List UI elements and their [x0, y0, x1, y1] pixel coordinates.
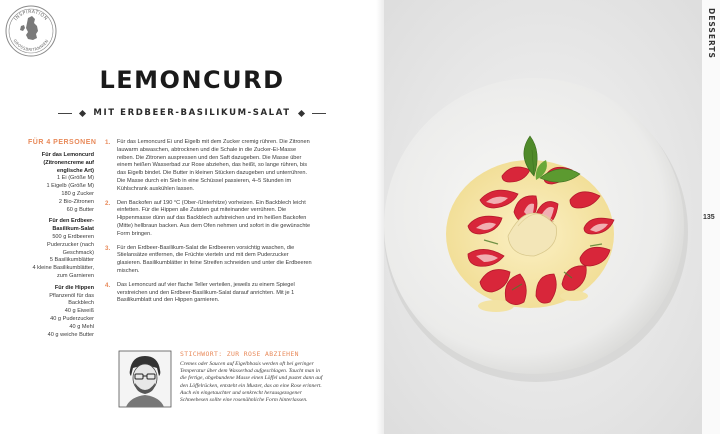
- ingredient-item: 1 Ei (Größe M): [57, 175, 94, 182]
- step-text: Das Lemoncurd auf vier flache Teller verteilen, jeweils zu einem Spiegel verstreichen und den Erdbeer-Basilikum-Salat darauf anrichten. Mit je 1 Basilikumblatt und den Hippen garnieren.: [117, 281, 295, 304]
- recipe-step: [105, 282, 313, 305]
- tip-box: [180, 350, 326, 404]
- step-text: Den Backofen auf 190 °C (Ober-/Unterhitze) vorheizen. Ein Backblech leicht einfetten. Für die Hippen alle Zutaten gut miteinander verrühren. Die Hippenmasse dünn auf das Backblech aufstreichen und im heißen Backofen (Mitte) hellbraun backen. Aus dem Ofen nehmen und sofort in die gewünschte Form bringen.: [117, 199, 311, 237]
- ingredients-list: [28, 138, 97, 343]
- ingredient-item: 40 g Eiweiß: [64, 308, 94, 315]
- ingredient-item: 40 g Mehl: [69, 323, 94, 330]
- ingredient-item: 40 g weiche Butter: [47, 331, 94, 338]
- ingredient-item: 180 g Zucker: [61, 190, 94, 197]
- ingredient-item: 4 kleine Basilikumblätter, zum Garnieren: [32, 265, 94, 279]
- step-number: 3.: [105, 244, 111, 252]
- divider-line-left: [58, 113, 72, 114]
- subtitle-row: [58, 106, 326, 120]
- stamp-bottom-text: GROSSBRITANNIEN: [12, 38, 50, 53]
- recipe-steps: [105, 139, 313, 311]
- ingredient-group-lemoncurd: [28, 152, 94, 214]
- recipe-subtitle: MIT ERDBEER-BASILIKUM-SALAT: [93, 108, 291, 118]
- ingredient-group-title: Für die Hippen: [54, 284, 94, 291]
- step-number: 1.: [105, 139, 111, 146]
- ingredient-item: 1 Eigelb (Größe M): [46, 183, 94, 190]
- recipe-step: [105, 245, 313, 276]
- step-number: 4.: [105, 281, 111, 289]
- diamond-ornament-icon: [79, 109, 86, 116]
- svg-text:GROSSBRITANNIEN: [12, 38, 49, 52]
- tip-title: STICHWORT: ZUR ROSE ABZIEHEN: [180, 350, 299, 358]
- inspiration-stamp-icon: [4, 4, 58, 58]
- chef-portrait-icon: [118, 350, 172, 408]
- serves-label: FÜR 4 PERSONEN: [28, 139, 97, 146]
- ingredient-item: 40 g Puderzucker: [50, 315, 94, 322]
- ingredient-group-title: Für das Lemoncurd (Zitronencreme auf englische Art): [41, 152, 94, 174]
- recipe-step: [105, 200, 313, 239]
- ingredient-item: Pflanzenöl für das Backblech: [49, 292, 94, 307]
- ingredient-item: 5 Basilikumblätter: [49, 257, 94, 264]
- tip-text: Cremes oder Saucen auf Eigelbbasis werden oft bei geringer Temperatur über dem Wasserbad aufgeschlagen. Taucht man in die fertige, abgebundene Masse einen Löffel und pustet dann auf den Löffelrücken, entsteht ein Muster, das an eine Rose erinnert. Auch ein eingetauchter und senkrecht herausgezogener Schneebesen sollte eine rosenähnliche Form hinterlassen.: [180, 361, 323, 404]
- ingredient-group-salat: [28, 218, 94, 280]
- diamond-ornament-icon: [298, 109, 305, 116]
- step-number: 2.: [105, 199, 111, 207]
- ingredient-group-title: Für den Erdbeer-Basilikum-Salat: [48, 218, 94, 233]
- recipe-title: LEMONCURD: [99, 66, 285, 94]
- recipe-step: [105, 139, 313, 194]
- ingredient-item: 60 g Butter: [66, 206, 94, 213]
- step-text: Für das Lemoncurd Ei und Eigelb mit dem Zucker cremig rühren. Die Zitronen lauwarm abwaschen, abtrocknen und die Schale in die Zucker-Ei-Masse reiben. Die Zitronen auspressen und den Saft dazugeben. Die Masse über einem heißen Wasserbad zur Rose abziehen, das heißt, so lange rühren, bis das Eigelb bindet. Die Butter in kleinen Stücken dazugeben und unterrühren. Die Masse durch ein Sieb in eine Schüssel passieren, 4–5 Stunden im Kühlschrank auskühlen lassen.: [117, 139, 310, 192]
- section-label: DESSERTS: [707, 8, 716, 59]
- step-text: Für den Erdbeer-Basilikum-Salat die Erdbeeren vorsichtig waschen, die Stielansätze entfernen, die Früchte vierteln und mit dem Puderzucker glasieren. Basilikumblätter in feine Streifen schneiden und unter die Erdbeeren mischen.: [117, 244, 312, 274]
- page-number: 135: [703, 214, 715, 221]
- ingredient-item: Puderzucker (nach Geschmack): [47, 241, 94, 256]
- ingredient-item: 2 Bio-Zitronen: [58, 198, 94, 205]
- ingredient-item: 500 g Erdbeeren: [52, 233, 94, 240]
- divider-line-right: [312, 113, 326, 114]
- stamp-top-text: INSPIRATION: [13, 9, 49, 22]
- ingredient-group-hippen: [28, 285, 94, 340]
- dessert-photo: [384, 0, 702, 434]
